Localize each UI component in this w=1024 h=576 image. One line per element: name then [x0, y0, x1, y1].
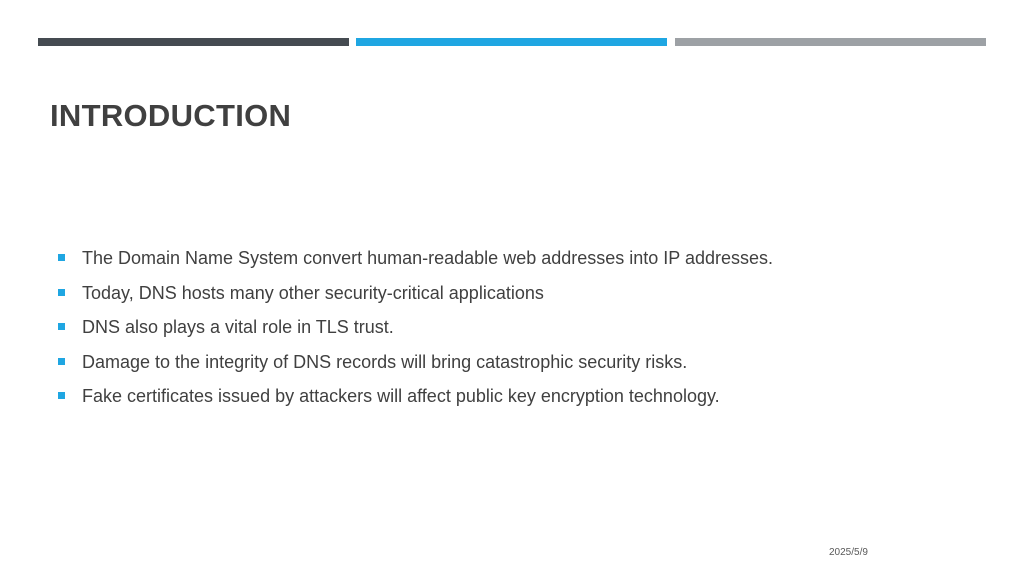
bullet-item [56, 279, 773, 314]
bullet-text: Damage to the integrity of DNS records will bring catastrophic security risks. [82, 351, 688, 372]
square-bullet-icon [58, 289, 65, 296]
square-bullet-icon [58, 254, 65, 261]
bullet-text: The Domain Name System convert human-readable web addresses into IP addresses. [82, 248, 774, 268]
bullet-item [56, 313, 773, 348]
bullet-item [56, 348, 773, 383]
square-bullet-icon [58, 392, 65, 399]
slide-title: INTRODUCTION [50, 98, 292, 133]
accent-bar-dark [38, 38, 349, 46]
bullet-list [56, 244, 773, 417]
bullet-item [56, 382, 773, 417]
bullet-text: Today, DNS hosts many other security-critical applications [82, 282, 544, 303]
bullet-text: DNS also plays a vital role in TLS trust. [82, 317, 394, 337]
square-bullet-icon [58, 358, 65, 365]
accent-bar-blue [356, 38, 667, 46]
accent-bar-gray [675, 38, 986, 46]
bullet-text: Fake certificates issued by attackers will affect public key encryption technology. [82, 386, 720, 406]
bullet-item [56, 244, 773, 279]
slide-date: 2025/5/9 [829, 547, 868, 558]
square-bullet-icon [58, 323, 65, 330]
